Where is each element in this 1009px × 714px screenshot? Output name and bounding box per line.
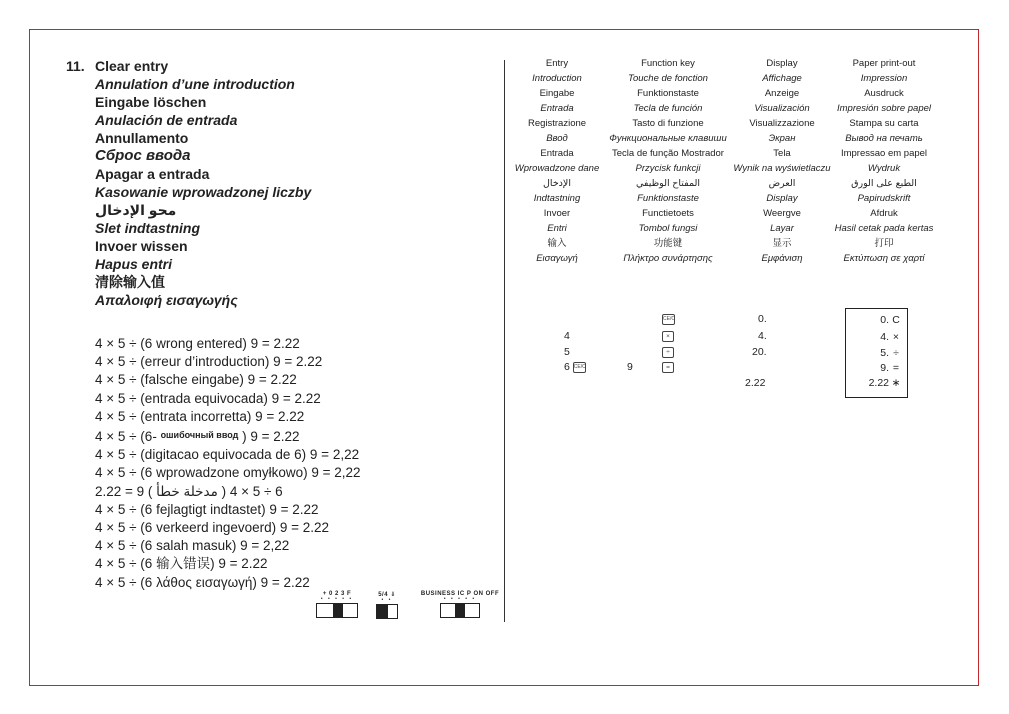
table-cell-paper: Εκτύπωση σε χαρτί bbox=[843, 253, 925, 264]
mode-switch-body bbox=[440, 603, 480, 618]
example-line: 4 × 5 ÷ (6 输入错误) 9 = 2.22 bbox=[95, 556, 268, 572]
table-cell-entry: Eingabe bbox=[539, 88, 575, 99]
table-cell-disp: العرض bbox=[768, 178, 796, 189]
rounding-switch-label: 5/4 ⇓ bbox=[378, 592, 396, 598]
times-key: × bbox=[662, 329, 674, 343]
table-cell-paper: Impressao em papel bbox=[840, 148, 928, 159]
table-cell-entry: Invoer bbox=[543, 208, 571, 219]
table-cell-paper: Hasil cetak pada kertas bbox=[834, 223, 934, 234]
table-cell-disp: Visualización bbox=[754, 103, 810, 114]
decimal-switch-body bbox=[316, 603, 358, 618]
table-cell-entry: Εισαγωγή bbox=[536, 253, 578, 264]
table-cell-func: Tasto di funzione bbox=[632, 118, 704, 129]
paper-line: 4. × bbox=[880, 331, 900, 343]
section-title: Kasowanie wprowadzonej liczby bbox=[95, 184, 312, 200]
table-cell-func: Function key bbox=[641, 58, 695, 69]
section-title: 清除输入值 bbox=[95, 274, 165, 290]
table-cell-func: Funktionstaste bbox=[637, 193, 699, 204]
entry-5: 5 bbox=[564, 346, 570, 358]
table-cell-func: Funktionstaste bbox=[637, 88, 699, 99]
section-title: Slet indtastning bbox=[95, 220, 200, 236]
table-cell-paper: 打印 bbox=[874, 238, 894, 249]
divide-key: ÷ bbox=[662, 345, 674, 359]
table-cell-entry: Introduction bbox=[532, 73, 582, 84]
table-cell-entry: Entrada bbox=[540, 103, 574, 114]
rounding-switch-body bbox=[376, 604, 398, 619]
table-cell-disp: Εμφάνιση bbox=[761, 253, 803, 264]
table-cell-disp: Affichage bbox=[762, 73, 802, 84]
paper-line: 5. ÷ bbox=[880, 347, 899, 359]
table-cell-func: Функциональные клавиши bbox=[609, 133, 727, 144]
section-title: Eingabe löschen bbox=[95, 94, 207, 110]
table-cell-paper: الطبع على الورق bbox=[851, 178, 917, 189]
table-cell-paper: Ausdruck bbox=[864, 88, 904, 99]
ce-key-inline: CE/C bbox=[573, 362, 586, 373]
example-line: 4 × 5 ÷ (6 salah masuk) 9 = 2,22 bbox=[95, 538, 290, 554]
section-title: Apagar a entrada bbox=[95, 166, 210, 182]
section-title: Hapus entri bbox=[95, 256, 173, 272]
example-lines bbox=[95, 335, 361, 592]
table-cell-entry: الإدخال bbox=[543, 178, 571, 189]
section-title: 11. Clear entry bbox=[66, 58, 169, 74]
example-line: 4 × 5 ÷ (6 λάθος εισαγωγή) 9 = 2.22 bbox=[95, 574, 310, 590]
table-cell-entry: Indtastning bbox=[533, 193, 581, 204]
table-cell-disp: Display bbox=[766, 58, 798, 69]
equals-key: = bbox=[662, 360, 674, 374]
table-cell-func: المفتاح الوظيفي bbox=[636, 178, 700, 189]
rounding-switch-dots: • • bbox=[381, 597, 393, 603]
section-title: Απαλοιφή εισαγωγής bbox=[95, 292, 238, 308]
table-cell-disp: 显示 bbox=[772, 238, 792, 249]
example-line: 4 × 5 ÷ (entrata incorretta) 9 = 2.22 bbox=[95, 408, 305, 424]
mode-switch-label: BUSINESS IC P ON OFF bbox=[420, 591, 500, 597]
table-cell-entry: Registrazione bbox=[527, 118, 587, 129]
rounding-switch-knob bbox=[377, 605, 388, 618]
paper-printout bbox=[845, 308, 908, 398]
table-cell-paper: Impression bbox=[860, 73, 908, 84]
ce-key: CE/C bbox=[662, 312, 675, 326]
table-cell-paper: Stampa su carta bbox=[849, 118, 919, 129]
table-cell-paper: Wydruk bbox=[867, 163, 901, 174]
decimal-switch-dots: • • • • • bbox=[320, 596, 354, 602]
display-result: 2.22 bbox=[745, 377, 766, 389]
section-number: 11. bbox=[66, 58, 85, 74]
table-cell-func: Tecla de função Mostrador bbox=[612, 148, 724, 159]
example-line: 4 × 5 ÷ (6 wrong entered) 9 = 2.22 bbox=[95, 336, 300, 351]
table-cell-paper: Afdruk bbox=[870, 208, 898, 219]
section-title: Annullamento bbox=[95, 130, 189, 146]
rounding-switch bbox=[376, 591, 398, 619]
example-line: 4 × 5 ÷ (falsche eingabe) 9 = 2.22 bbox=[95, 372, 297, 388]
section-title: محو الإدخال bbox=[95, 202, 177, 218]
table-cell-disp: Anzeige bbox=[764, 88, 800, 99]
table-cell-entry: Entrada bbox=[540, 148, 574, 159]
table-cell-entry: 输入 bbox=[547, 238, 567, 249]
table-cell-disp: Tela bbox=[773, 148, 791, 159]
decimal-switch-label: + 0 2 3 F bbox=[322, 591, 352, 597]
column-divider bbox=[504, 60, 505, 622]
table-cell-func: Touche de fonction bbox=[628, 73, 708, 84]
section-title: Annulation d’une introduction bbox=[95, 76, 295, 92]
table-cell-disp: Wynik na wyświetlaczu bbox=[733, 163, 831, 174]
display-0: 0. bbox=[758, 313, 767, 325]
paper-line: 0. C bbox=[880, 314, 900, 326]
example-line: 4 × 5 ÷ (6- $^{ошибочный ввод}$ ) 9 = 2.22 bbox=[95, 429, 300, 445]
table-cell-disp: Weergve bbox=[763, 208, 801, 219]
table-cell-func: Functietoets bbox=[642, 208, 694, 219]
table-cell-func: Przycisk funkcji bbox=[635, 163, 701, 174]
table-cell-disp: Экран bbox=[768, 133, 796, 144]
table-cell-paper: Paper print-out bbox=[852, 58, 916, 69]
mode-switch bbox=[420, 591, 500, 618]
section-title: Anulación de entrada bbox=[95, 112, 238, 128]
table-cell-disp: Display bbox=[766, 193, 798, 204]
example-line: 4 × 5 ÷ (6 wprowadzone omyłkowo) 9 = 2,22 bbox=[95, 465, 361, 481]
section-title: Invoer wissen bbox=[95, 238, 188, 254]
table-cell-func: Tecla de función bbox=[633, 103, 703, 114]
table-cell-func: Πλήκτρο συνάρτησης bbox=[623, 253, 713, 264]
table-cell-paper: Impresión sobre papel bbox=[837, 103, 931, 114]
entry-6: 6 CE/C bbox=[564, 361, 586, 373]
table-cell-paper: Papirudskrift bbox=[857, 193, 911, 204]
entry-9: 9 bbox=[627, 361, 633, 373]
example-line: 4 × 5 ÷ (6 verkeerd ingevoerd) 9 = 2.22 bbox=[95, 520, 330, 536]
table-cell-disp: Layar bbox=[770, 223, 794, 234]
paper-line: 9. = bbox=[880, 362, 900, 374]
example-line: 4 × 5 ÷ (entrada equivocada) 9 = 2.22 bbox=[95, 390, 321, 406]
table-cell-func: 功能键 bbox=[653, 238, 683, 249]
example-line: 4 × 5 ÷ (6 fejlagtigt indtastet) 9 = 2.22 bbox=[95, 501, 319, 517]
entry-4: 4 bbox=[564, 330, 570, 342]
decimal-switch bbox=[316, 591, 358, 618]
mode-switch-dots: • • • • • bbox=[443, 596, 477, 602]
example-line: 4 × 5 ÷ (erreur d’introduction) 9 = 2.22 bbox=[95, 354, 323, 370]
example-line: 2.22 = 9 ( مدخلة خطأ ) 6 ÷ 5 × 4 bbox=[95, 483, 283, 499]
table-cell-entry: Ввод bbox=[546, 133, 568, 144]
display-4: 4. bbox=[758, 330, 767, 342]
section-title: Сброс ввода bbox=[95, 147, 191, 164]
example-line: 4 × 5 ÷ (digitacao equivocada de 6) 9 = 2,22 bbox=[95, 447, 360, 463]
mode-switch-knob bbox=[455, 604, 465, 617]
paper-line: 2.22 ∗ bbox=[868, 377, 901, 389]
table-cell-entry: Wprowadzone dane bbox=[514, 163, 600, 174]
table-cell-func: Tombol fungsi bbox=[638, 223, 698, 234]
display-20: 20. bbox=[752, 346, 767, 358]
table-cell-disp: Visualizzazione bbox=[749, 118, 815, 129]
table-cell-entry: Entry bbox=[545, 58, 569, 69]
section-titles bbox=[66, 57, 311, 309]
decimal-switch-knob bbox=[333, 604, 343, 617]
table-cell-paper: Вывод на печать bbox=[845, 133, 923, 144]
table-cell-entry: Entri bbox=[547, 223, 567, 234]
